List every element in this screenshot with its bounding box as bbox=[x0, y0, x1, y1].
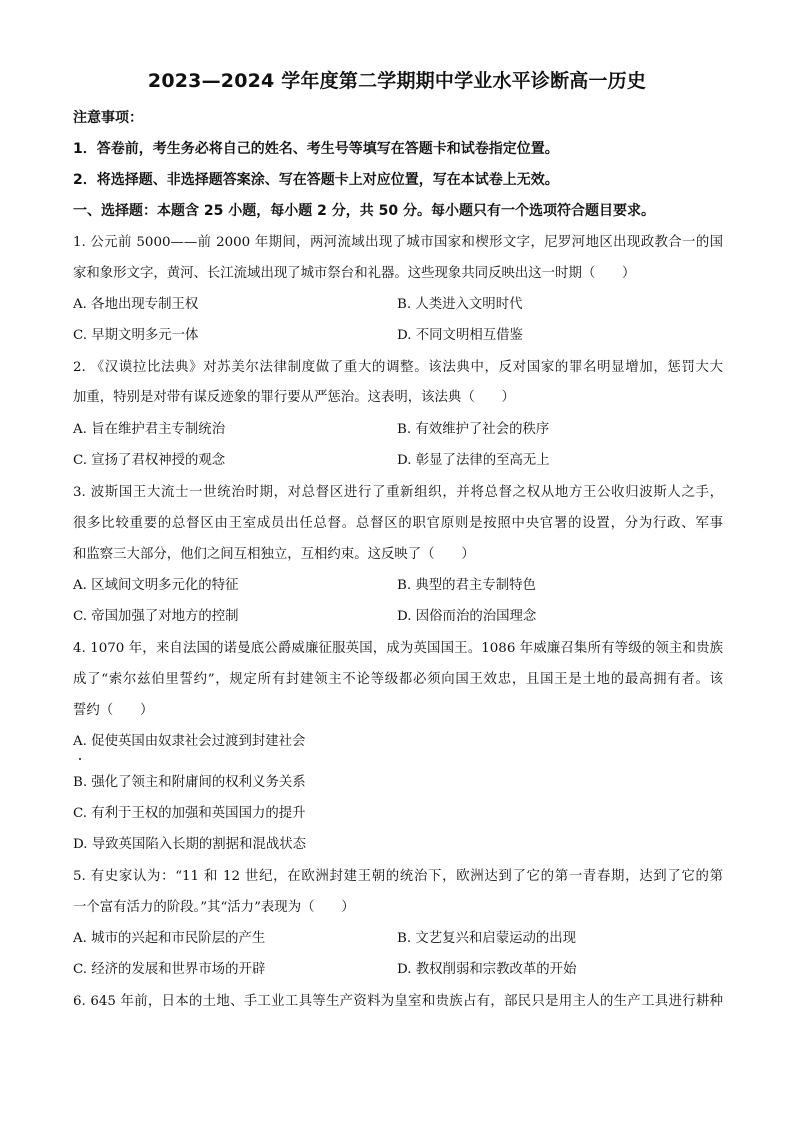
q3-option-d: D. 因俗而治的治国理念 bbox=[397, 609, 537, 624]
q5-option-b: B. 文艺复兴和启蒙运动的出现 bbox=[397, 931, 577, 946]
q3-option-c: C. 帝国加强了对地方的控制 bbox=[73, 609, 239, 624]
stray-mark bbox=[79, 758, 81, 760]
q5-option-d: D. 教权削弱和宗教改革的开始 bbox=[397, 962, 577, 977]
q1-option-d: D. 不同文明相互借鉴 bbox=[397, 328, 523, 343]
exam-title: 2023—2024 学年度第二学期期中学业水平诊断高一历史 bbox=[147, 70, 647, 92]
q3-stem-line-3: 和监察三大部分，他们之间互相独立，互相约束。这反映了（ ） bbox=[73, 547, 475, 562]
section-heading: 一、选择题：本题含 25 小题，每小题 2 分，共 50 分。每小题只有一个选项符合题目要求。 bbox=[73, 203, 655, 219]
q4-option-b: B. 强化了领主和附庸间的权利义务关系 bbox=[73, 775, 306, 790]
q3-stem-line-1: 3. 波斯国王大流士一世统治时期，对总督区进行了重新组织，并将总督之权从地方王公收归波斯人之手， bbox=[73, 485, 723, 500]
q1-option-a: A. 各地出现专制王权 bbox=[73, 297, 199, 312]
notice-item-2: 2．将选择题、非选择题答案涂、写在答题卡上对应位置，写在本试卷上无效。 bbox=[73, 172, 559, 188]
q4-stem-line-2: 成了“索尔兹伯里誓约”，规定所有封建领主不论等级都必须向国王效忠，且国王是土地的最高拥有者。该 bbox=[73, 672, 723, 687]
q2-option-c: C. 宣扬了君权神授的观念 bbox=[73, 453, 226, 468]
q3-stem-line-2: 很多比较重要的总督区由王室成员出任总督。总督区的职官原则是按照中央官署的设置，分为行政、军事 bbox=[73, 516, 723, 531]
q4-stem-line-3: 誓约（ ） bbox=[73, 703, 154, 718]
q1-option-b: B. 人类进入文明时代 bbox=[397, 297, 523, 312]
notice-item-1: 1．答卷前，考生务必将自己的姓名、考生号等填写在答题卡和试卷指定位置。 bbox=[73, 141, 559, 157]
q3-option-b: B. 典型的君主专制特色 bbox=[397, 578, 536, 593]
notice-heading: 注意事项： bbox=[73, 110, 143, 126]
q5-stem-line-1: 5. 有史家认为：“11 和 12 世纪，在欧洲封建王朝的统治下，欧洲达到了它的第一青春期，达到了它的第 bbox=[73, 869, 723, 884]
q4-stem-line-1: 4. 1070 年，来自法国的诺曼底公爵威廉征服英国，成为英国国王。1086 年威廉召集所有等级的领主和贵族 bbox=[73, 641, 723, 656]
q4-option-d: D. 导致英国陷入长期的割据和混战状态 bbox=[73, 837, 307, 852]
q6-stem-line-1: 6. 645 年前，日本的土地、手工业工具等生产资料为皇室和贵族占有，部民只是用主人的生产工具进行耕种 bbox=[73, 994, 723, 1009]
q3-option-a: A. 区域间文明多元化的特征 bbox=[73, 578, 239, 593]
q5-option-c: C. 经济的发展和世界市场的开辟 bbox=[73, 962, 266, 977]
q4-option-c: C. 有利于王权的加强和英国国力的提升 bbox=[73, 806, 306, 821]
q1-option-c: C. 早期文明多元一体 bbox=[73, 328, 199, 343]
q2-stem-line-2: 加重，特别是对带有谋反迹象的罪行要从严惩治。这表明，该法典（ ） bbox=[73, 390, 515, 405]
q4-option-a: A. 促使英国由奴隶社会过渡到封建社会 bbox=[73, 734, 306, 749]
q2-stem-line-1: 2. 《汉谟拉比法典》对苏美尔法律制度做了重大的调整。该法典中，反对国家的罪名明显增加，惩罚大大 bbox=[73, 360, 723, 375]
q1-stem-line-2: 家和象形文字，黄河、长江流域出现了城市祭台和礼器。这些现象共同反映出这一时期（ ） bbox=[73, 266, 636, 281]
q1-stem-line-1: 1. 公元前 5000——前 2000 年期间，两河流域出现了城市国家和楔形文字，尼罗河地区出现政教合一的国 bbox=[73, 235, 723, 250]
q2-option-d: D. 彰显了法律的至高无上 bbox=[397, 453, 550, 468]
q2-option-b: B. 有效维护了社会的秩序 bbox=[397, 422, 550, 437]
q5-option-a: A. 城市的兴起和市民阶层的产生 bbox=[73, 931, 266, 946]
q2-option-a: A. 旨在维护君主专制统治 bbox=[73, 422, 226, 437]
q5-stem-line-2: 一个富有活力的阶段。”其“活力”表现为（ ） bbox=[73, 900, 355, 915]
